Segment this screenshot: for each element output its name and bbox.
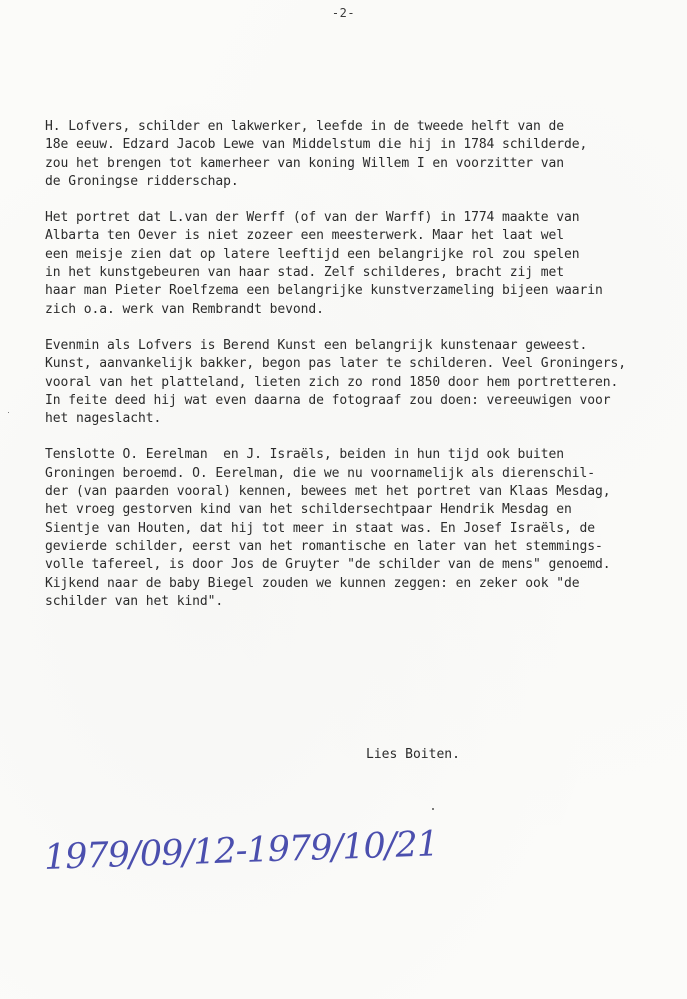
body-text xyxy=(45,118,660,629)
author-signature: Lies Boiten. xyxy=(366,747,460,762)
paragraph-berend-kunst xyxy=(45,337,660,428)
ink-speck xyxy=(8,412,9,413)
text-line: zou het brengen tot kamerheer van koning Willem I en voorzitter van xyxy=(45,155,565,171)
paragraph-van-der-werff xyxy=(45,209,660,319)
text-line: In feite deed hij wat even daarna de fotograaf zou doen: vereeuwigen voor xyxy=(45,392,611,408)
text-line: 18e eeuw. Edzard Jacob Lewe van Middelstum die hij in 1784 schilderde, xyxy=(45,137,588,153)
ink-speck xyxy=(432,808,434,810)
paragraph-lofvers xyxy=(45,118,660,191)
text-line: Albarta ten Oever is niet zozeer een meesterwerk. Maar het laat wel xyxy=(45,228,565,244)
text-line: gevierde schilder, eerst van het romantische en later van het stemmings- xyxy=(45,538,603,554)
paragraph-eerelman-israels xyxy=(45,446,660,611)
page-number: -2- xyxy=(331,6,356,20)
text-line: haar man Pieter Roelfzema een belangrijke kunstverzameling bijeen waarin xyxy=(45,283,603,299)
text-line: H. Lofvers, schilder en lakwerker, leefde in de tweede helft van de xyxy=(45,119,565,134)
text-line: het vroeg gestorven kind van het schildersechtpaar Hendrik Mesdag en xyxy=(45,502,572,518)
text-line: in het kunstgebeuren van haar stad. Zelf schilderes, bracht zij met xyxy=(45,265,565,281)
text-line: Kunst, aanvankelijk bakker, begon pas later te schilderen. Veel Groningers, xyxy=(45,356,627,372)
text-line: de Groningse ridderschap. xyxy=(45,173,239,189)
text-line: vooral van het platteland, lieten zich zo rond 1850 door hem portretteren. xyxy=(45,374,619,390)
text-line: Groningen beroemd. O. Eerelman, die we nu voornamelijk als dierenschil- xyxy=(45,465,596,481)
handwritten-date-range: 1979/09/12-1979/10/21 xyxy=(43,824,439,878)
text-line: der (van paarden vooral) kennen, bewees met het portret van Klaas Mesdag, xyxy=(45,484,611,500)
text-line: het nageslacht. xyxy=(45,411,162,427)
text-line: Tenslotte O. Eerelman en J. Israëls, beiden in hun tijd ook buiten xyxy=(45,447,565,463)
text-line: een meisje zien dat op latere leeftijd een belangrijke rol zou spelen xyxy=(45,246,580,262)
text-line: volle tafereel, is door Jos de Gruyter "de schilder van de mens" genoemd. xyxy=(45,557,611,573)
text-line: schilder van het kind". xyxy=(45,593,224,609)
text-line: Kijkend naar de baby Biegel zouden we kunnen zeggen: en zeker ook "de xyxy=(45,575,580,591)
text-line: zich o.a. werk van Rembrandt bevond. xyxy=(45,301,324,317)
text-line: Evenmin als Lofvers is Berend Kunst een belangrijk kunstenaar geweest. xyxy=(45,337,588,353)
text-line: Het portret dat L.van der Werff (of van der Warff) in 1774 maakte van xyxy=(45,210,580,226)
text-line: Sientje van Houten, dat hij tot meer in staat was. En Josef Israëls, de xyxy=(45,520,596,536)
